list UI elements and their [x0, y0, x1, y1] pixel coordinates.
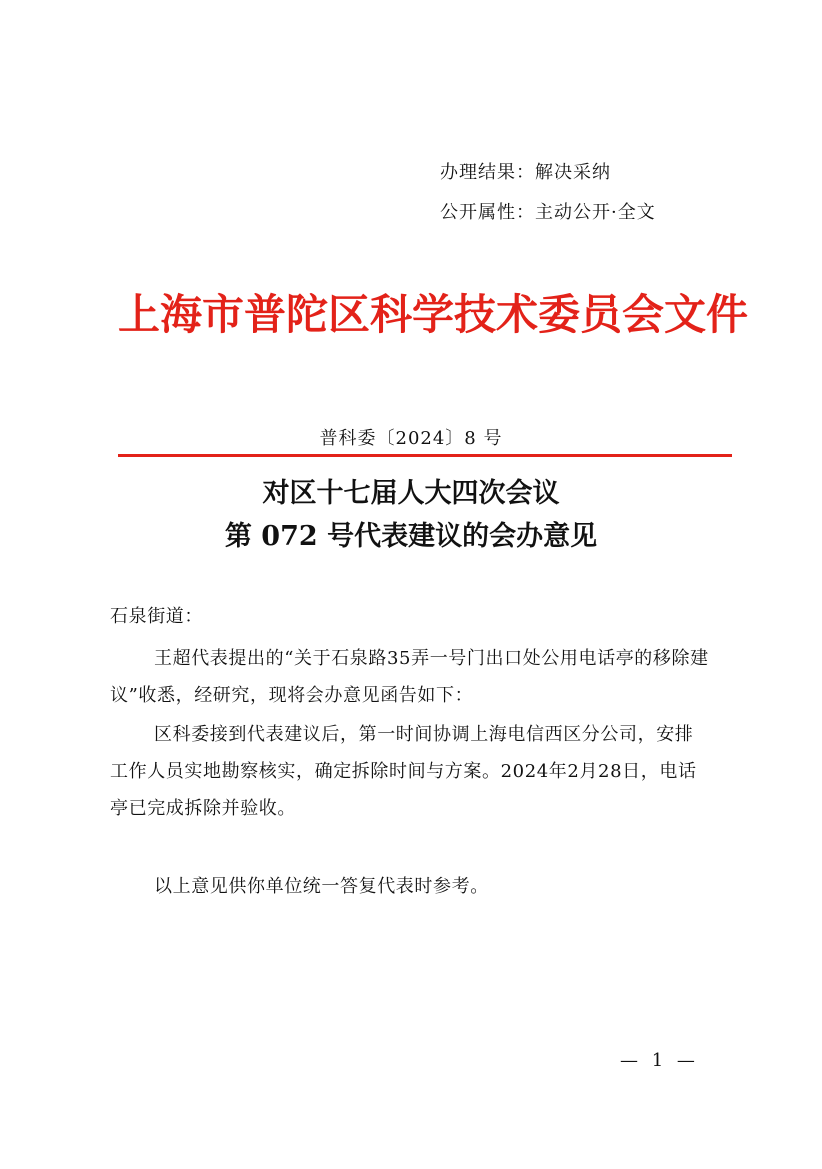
red-divider-line [118, 454, 732, 457]
body-paragraph-3: 以上意见供你单位统一答复代表时参考。 [154, 876, 489, 897]
title-line-1: 对区十七届人大四次会议 [262, 478, 560, 509]
title-line-2: 第 072 号代表建议的会办意见 [224, 521, 598, 552]
document-title [0, 472, 822, 558]
salutation: 石泉街道： [110, 606, 203, 627]
publicity-attribute: 公开属性：主动公开·全文 [440, 202, 656, 223]
body-paragraph-2: 区科委接到代表建议后，第一时间协调上海电信西区分公司，安排工作人员实地勘察核实，确定拆除时间与方案。2024年2月28日，电话亭已完成拆除并验收。 [110, 724, 697, 819]
body-paragraph-1: 王超代表提出的“关于石泉路35弄一号门出口处公用电话亭的移除建议”收悉，经研究，现将会办意见函告如下： [110, 648, 709, 706]
issuer-red-header: 上海市普陀区科学技术委员会文件 [118, 290, 749, 339]
document-number: 普科委〔2024〕8 号 [319, 428, 503, 449]
page-number: — 1 — [620, 1050, 699, 1071]
handling-result: 办理结果：解决采纳 [440, 162, 611, 183]
